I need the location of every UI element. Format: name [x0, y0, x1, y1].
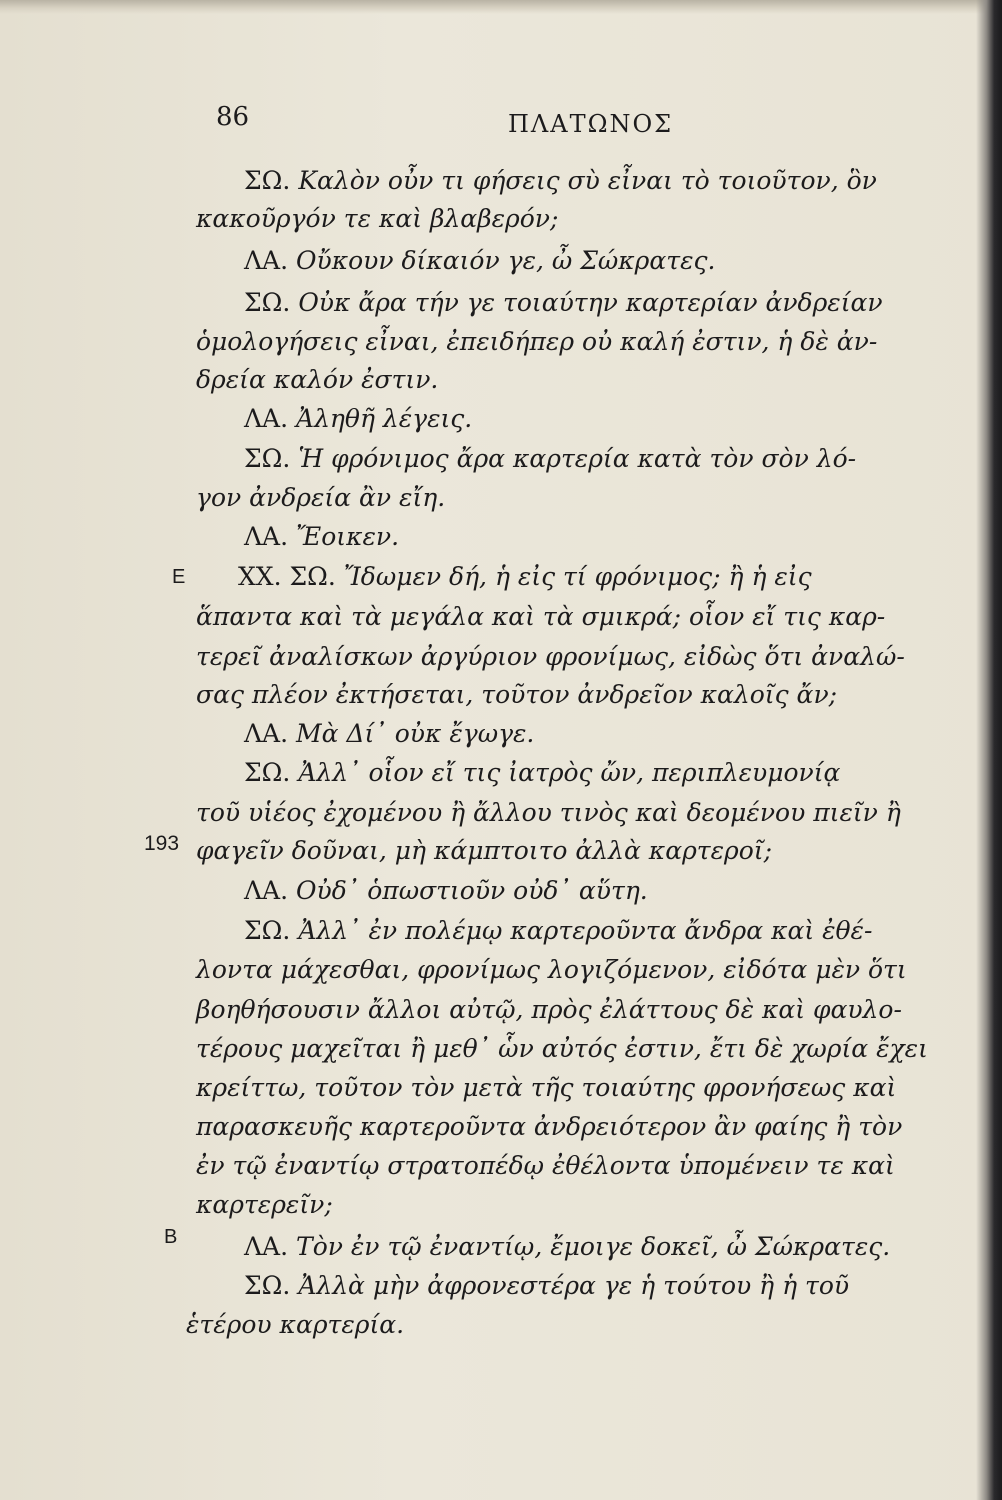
text-line: λοντα μάχεσθαι, φρονίμως λογιζόμενον, εἰδότα μὲν ὅτι	[196, 955, 907, 984]
text-line: ὁμολογήσεις εἶναι, ἐπειδήπερ οὐ καλή ἐστιν, ἡ δὲ ἀν-	[196, 327, 878, 356]
text-line: καρτερεῖν;	[196, 1190, 333, 1219]
text-line: σας πλέον ἐκτήσεται, τοῦτον ἀνδρεῖον καλοῖς ἄν;	[196, 680, 838, 709]
text-line: ΛΑ. Μὰ Δί᾿ οὐκ ἔγωγε.	[244, 719, 535, 748]
text-line: ΣΩ. Ἀλλ᾿ οἷον εἴ τις ἰατρὸς ὤν, περιπλευμονίᾳ	[244, 758, 841, 787]
text-line: γον ἀνδρεία ἂν εἴη.	[196, 483, 446, 512]
text-line: ΣΩ. Ἡ φρόνιμος ἄρα καρτερία κατὰ τὸν σὸν λό-	[244, 444, 857, 473]
margin-section-letter-b: B	[164, 1226, 178, 1248]
text-line: ΣΩ. Οὐκ ἄρα τήν γε τοιαύτην καρτερίαν ἀνδρείαν	[244, 288, 883, 317]
text-line: ἐν τῷ ἐναντίῳ στρατοπέδῳ ἐθέλοντα ὑπομένειν τε καὶ	[196, 1151, 895, 1180]
text-line: ΛΑ. Τὸν ἐν τῷ ἐναντίῳ, ἔμοιγε δοκεῖ, ὦ Σώκρατες.	[244, 1232, 891, 1261]
text-line: δρεία καλόν ἐστιν.	[196, 365, 439, 394]
text-line: κακοῦργόν τε καὶ βλαβερόν;	[196, 204, 559, 233]
page-binding-edge	[976, 0, 1002, 1500]
text-line: παρασκευῆς καρτεροῦντα ἀνδρειότερον ἂν φαίης ἢ τὸν	[196, 1112, 903, 1141]
page-number: 86	[216, 102, 250, 132]
text-line: τέρους μαχεῖται ἢ μεθ᾿ ὧν αὐτός ἐστιν, ἔτι δὲ χωρία ἔχει	[196, 1034, 928, 1063]
text-line: φαγεῖν δοῦναι, μὴ κάμπτοιτο ἀλλὰ καρτεροῖ;	[196, 836, 773, 865]
margin-section-letter-e: E	[172, 566, 186, 588]
text-line: κρείττω, τοῦτον τὸν μετὰ τῆς τοιαύτης φρονήσεως καὶ	[196, 1073, 897, 1102]
text-line: ἅπαντα καὶ τὰ μεγάλα καὶ τὰ σμικρά; οἷον εἴ τις καρ-	[196, 602, 886, 631]
text-line: ΣΩ. Ἀλλ᾿ ἐν πολέμῳ καρτεροῦντα ἄνδρα καὶ ἐθέ-	[244, 916, 873, 945]
text-line: ΛΑ. Ἔοικεν.	[244, 522, 400, 551]
running-head: ΠΛΑΤΩΝΟΣ	[508, 110, 674, 138]
text-line: ΛΑ. Οὐδ᾿ ὁπωστιοῦν οὐδ᾿ αὕτη.	[244, 876, 648, 905]
text-line: τοῦ υἱέος ἐχομένου ἢ ἄλλου τινὸς καὶ δεομένου πιεῖν ἢ	[196, 798, 901, 827]
text-line: ΣΩ. Ἀλλὰ μὴν ἀφρονεστέρα γε ἡ τούτου ἢ ἡ τοῦ	[244, 1271, 850, 1300]
text-line: ΛΑ. Ἀληθῆ λέγεις.	[244, 404, 473, 433]
text-line: ΣΩ. Καλὸν οὖν τι φήσεις σὺ εἶναι τὸ τοιοῦτον, ὃν	[244, 166, 877, 195]
text-line: τερεῖ ἀναλίσκων ἀργύριον φρονίμως, εἰδὼς ὅτι ἀναλώ-	[196, 642, 905, 671]
text-line: ΛΑ. Οὔκουν δίκαιόν γε, ὦ Σώκρατες.	[244, 246, 716, 275]
text-line: βοηθήσουσιν ἄλλοι αὐτῷ, πρὸς ἐλάττους δὲ καὶ φαυλο-	[196, 995, 902, 1024]
margin-stephanus-number: 193	[144, 832, 180, 855]
text-line: ἑτέρου καρτερία.	[186, 1310, 405, 1339]
text-line: XX. ΣΩ. Ἴδωμεν δή, ἡ εἰς τί φρόνιμος; ἢ ἡ εἰς	[238, 562, 812, 591]
page-top-edge	[0, 0, 1002, 14]
